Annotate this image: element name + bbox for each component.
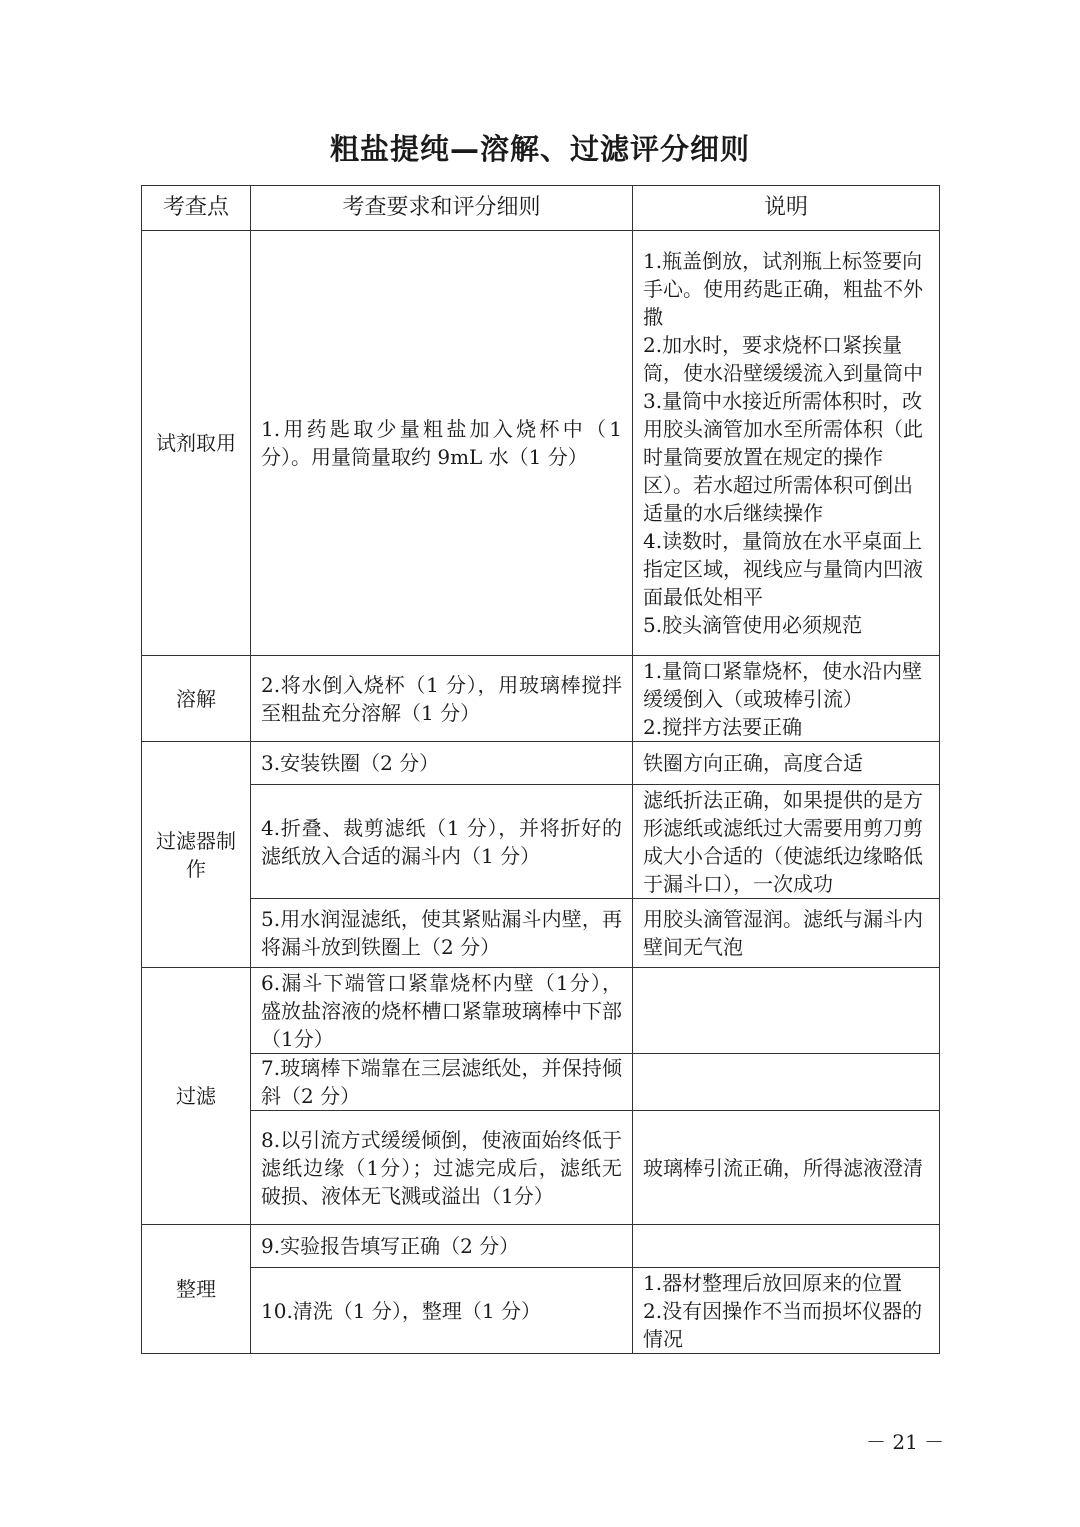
table-row <box>142 1054 940 1111</box>
table-row <box>142 656 940 742</box>
requirement-cell: 4.折叠、裁剪滤纸（1 分），并将折好的滤纸放入合适的漏斗内（1 分） <box>251 785 633 899</box>
note-line: 1.量筒口紧靠烧杯，使水沿内壁缓缓倒入（或玻棒引流） <box>643 658 923 711</box>
notes-cell <box>633 656 940 742</box>
requirement-cell: 2.将水倒入烧杯（1 分），用玻璃棒搅拌至粗盐充分溶解（1 分） <box>251 656 633 742</box>
notes-cell <box>633 231 940 656</box>
requirement-cell: 1.用药匙取少量粗盐加入烧杯中（1分）。用量筒量取约 9mL 水（1 分） <box>251 231 633 656</box>
requirement-cell: 3.安装铁圈（2 分） <box>251 742 633 785</box>
note-line: 2.搅拌方法要正确 <box>643 714 803 739</box>
notes-cell: 滤纸折法正确，如果提供的是方形滤纸或滤纸过大需要用剪刀剪成大小合适的（使滤纸边缘略低于漏斗口），一次成功 <box>633 785 940 899</box>
notes-cell <box>633 968 940 1054</box>
scoring-table <box>141 185 940 1354</box>
notes-cell: 玻璃棒引流正确，所得滤液澄清 <box>633 1111 940 1225</box>
note-line: 4.读数时，量筒放在水平桌面上指定区域，视线应与量筒内凹液面最低处相平 <box>643 529 923 609</box>
note-line: 1.器材整理后放回原来的位置 <box>643 1270 903 1295</box>
point-cell: 整理 <box>142 1225 251 1354</box>
notes-cell <box>633 1225 940 1268</box>
table-row <box>142 785 940 899</box>
point-cell: 试剂取用 <box>142 231 251 656</box>
notes-cell: 铁圈方向正确，高度合适 <box>633 742 940 785</box>
requirement-cell: 10.清洗（1 分），整理（1 分） <box>251 1268 633 1354</box>
table-row <box>142 1268 940 1354</box>
note-line: 1.瓶盖倒放，试剂瓶上标签要向手心。使用药匙正确，粗盐不外撒 <box>643 249 923 329</box>
notes-cell <box>633 1054 940 1111</box>
point-cell: 过滤器制作 <box>142 742 251 968</box>
requirement-cell: 7.玻璃棒下端靠在三层滤纸处，并保持倾斜（2 分） <box>251 1054 633 1111</box>
header-requirement: 考查要求和评分细则 <box>251 186 633 231</box>
page-number: － 21 － <box>866 1430 945 1454</box>
point-cell: 溶解 <box>142 656 251 742</box>
table-row <box>142 231 940 656</box>
page-title: 粗盐提纯—溶解、过滤评分细则 <box>329 132 750 166</box>
table-row <box>142 968 940 1054</box>
notes-cell <box>633 1268 940 1354</box>
table-row <box>142 1111 940 1225</box>
note-line: 2.加水时，要求烧杯口紧挨量筒，使水沿壁缓缓流入到量筒中 <box>643 333 923 385</box>
requirement-cell: 5.用水润湿滤纸，使其紧贴漏斗内壁，再将漏斗放到铁圈上（2 分） <box>251 899 633 968</box>
note-line: 5.胶头滴管使用必须规范 <box>643 613 863 637</box>
requirement-cell: 9.实验报告填写正确（2 分） <box>251 1225 633 1268</box>
table-row <box>142 742 940 785</box>
point-cell: 过滤 <box>142 968 251 1225</box>
table-header-row <box>142 186 940 231</box>
requirement-cell: 6.漏斗下端管口紧靠烧杯内壁（1分），盛放盐溶液的烧杯槽口紧靠玻璃棒中下部（1分） <box>251 968 633 1054</box>
header-notes: 说明 <box>633 186 940 231</box>
requirement-cell: 8.以引流方式缓缓倾倒，使液面始终低于滤纸边缘（1分）；过滤完成后，滤纸无破损、液体无飞溅或溢出（1分） <box>251 1111 633 1225</box>
table-row <box>142 1225 940 1268</box>
notes-cell: 用胶头滴管湿润。滤纸与漏斗内壁间无气泡 <box>633 899 940 968</box>
header-point: 考查点 <box>142 186 251 231</box>
note-line: 2.没有因操作不当而损坏仪器的情况 <box>643 1298 923 1351</box>
table-row <box>142 899 940 968</box>
note-line: 3.量筒中水接近所需体积时，改用胶头滴管加水至所需体积（此时量筒要放置在规定的操作区）。若水超过所需体积可倒出适量的水后继续操作 <box>643 389 923 525</box>
